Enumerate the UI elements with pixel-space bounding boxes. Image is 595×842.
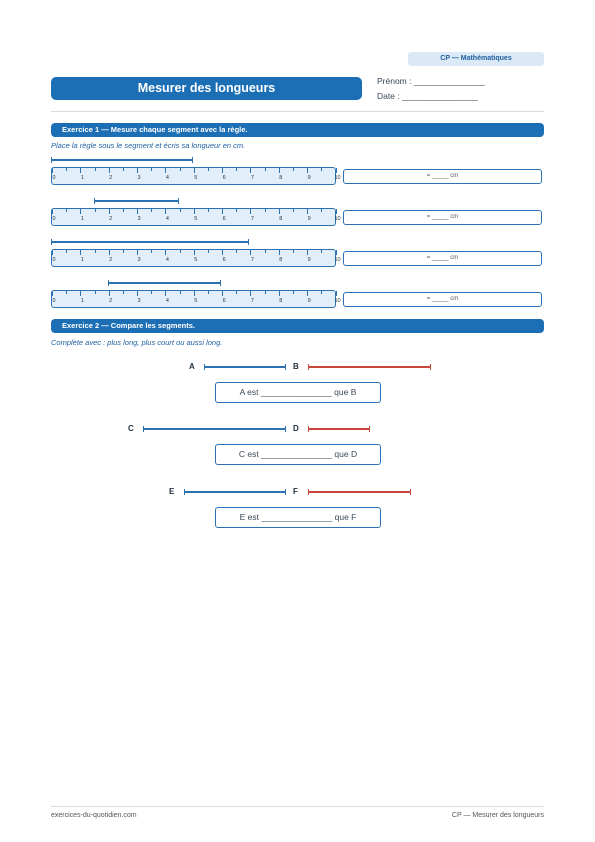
- ruler-tick: [222, 209, 223, 214]
- ruler-tick: [52, 168, 53, 173]
- label-b: B: [293, 362, 299, 371]
- ruler-tick: [95, 291, 96, 294]
- ruler-number: 10: [334, 175, 341, 181]
- answer-blank[interactable]: _______________: [261, 512, 333, 522]
- ruler-tick: [236, 250, 237, 253]
- ruler-tick: [208, 168, 209, 171]
- header-divider: [51, 111, 544, 112]
- ruler-tick: [208, 250, 209, 253]
- ruler-tick: [208, 209, 209, 212]
- ruler-number: 10: [334, 298, 341, 304]
- ruler-number: 8: [279, 257, 283, 263]
- sentence-end: que F: [334, 512, 357, 522]
- ruler-number: 2: [109, 175, 113, 181]
- ruler-tick: [250, 291, 251, 296]
- ruler-tick: [321, 209, 322, 212]
- ruler-tick: [321, 250, 322, 253]
- ruler-tick: [151, 291, 152, 294]
- ruler-tick: [279, 209, 280, 214]
- ruler-number: 7: [250, 175, 254, 181]
- ruler-tick: [123, 168, 124, 171]
- ruler-number: 4: [165, 175, 169, 181]
- exercise-2-title: Exercice 2 — Compare les segments.: [62, 321, 195, 330]
- segment-e: [184, 491, 286, 493]
- answer-box-3[interactable]: = _____ cm: [343, 251, 542, 266]
- ruler-tick: [265, 250, 266, 253]
- ruler-tick: [109, 250, 110, 255]
- ruler-tick: [293, 291, 294, 294]
- ruler-tick: [80, 168, 81, 173]
- ruler-1: [51, 167, 341, 185]
- ruler-tick: [250, 209, 251, 214]
- footer-title: CP — Mesurer des longueurs: [451, 812, 544, 819]
- compare-box-cd[interactable]: [215, 444, 381, 465]
- ruler-number: 1: [80, 216, 84, 222]
- ruler-number: 4: [165, 257, 169, 263]
- ruler-number: 1: [80, 257, 84, 263]
- page-title: Mesurer des longueurs: [51, 77, 362, 100]
- segment-4: [108, 282, 221, 284]
- answer-box-4[interactable]: = _____ cm: [343, 292, 542, 307]
- exercise-1-instruction: Place la règle sous le segment et écris sa longueur en cm.: [51, 141, 246, 150]
- label-a: A: [189, 362, 195, 371]
- segment-1: [51, 159, 193, 161]
- ruler-number: 7: [250, 216, 254, 222]
- ruler-tick: [180, 209, 181, 212]
- ruler-number: 7: [250, 257, 254, 263]
- sentence-start: E est: [239, 512, 259, 522]
- ruler-number: 9: [307, 298, 311, 304]
- subject-badge: CP — Mathématiques: [408, 52, 544, 66]
- ruler-number: 5: [194, 175, 198, 181]
- ruler-tick: [95, 209, 96, 212]
- ruler-tick: [52, 209, 53, 214]
- ruler-tick: [194, 250, 195, 255]
- ruler-tick: [180, 250, 181, 253]
- ruler-number: 8: [279, 175, 283, 181]
- ruler-tick: [265, 209, 266, 212]
- ruler-tick: [151, 209, 152, 212]
- date-field: Date : ________________: [377, 91, 478, 101]
- ruler-tick: [194, 168, 195, 173]
- segment-d: [308, 428, 370, 430]
- ruler-number: 7: [250, 298, 254, 304]
- ruler-number: 3: [137, 175, 141, 181]
- ruler-number: 3: [137, 257, 141, 263]
- ruler-tick: [95, 250, 96, 253]
- sentence-start: C est: [238, 449, 259, 459]
- ruler-tick: [307, 250, 308, 255]
- exercise-2-instruction: Complète avec : plus long, plus court ou aussi long.: [51, 338, 223, 347]
- ruler-tick: [66, 250, 67, 253]
- ruler-number: 5: [194, 216, 198, 222]
- ruler-tick: [279, 168, 280, 173]
- ruler-tick: [52, 291, 53, 296]
- ruler-tick: [123, 250, 124, 253]
- ruler-tick: [180, 291, 181, 294]
- ruler-number: 5: [194, 298, 198, 304]
- sentence-end: que B: [334, 387, 357, 397]
- ruler-tick: [137, 250, 138, 255]
- compare-box-ab[interactable]: [215, 382, 381, 403]
- ruler-number: 0: [52, 257, 56, 263]
- ruler-number: 9: [307, 175, 311, 181]
- label-f: F: [293, 487, 298, 496]
- ruler-tick: [250, 250, 251, 255]
- ruler-number: 6: [222, 216, 226, 222]
- ruler-tick: [265, 291, 266, 294]
- ruler-tick: [194, 209, 195, 214]
- ruler-tick: [307, 291, 308, 296]
- footer-divider: [51, 806, 544, 807]
- ruler-tick: [137, 209, 138, 214]
- ruler-tick: [109, 168, 110, 173]
- answer-blank[interactable]: _______________: [261, 449, 333, 459]
- ruler-tick: [279, 291, 280, 296]
- label-c: C: [128, 424, 134, 433]
- segment-a: [204, 366, 286, 368]
- ruler-tick: [321, 291, 322, 294]
- ruler-number: 2: [109, 257, 113, 263]
- exercise-2-bar: [51, 319, 544, 333]
- ruler-number: 0: [52, 298, 56, 304]
- ruler-tick: [52, 250, 53, 255]
- ruler-tick: [137, 168, 138, 173]
- ruler-tick: [222, 250, 223, 255]
- ruler-tick: [123, 209, 124, 212]
- ruler-number: 8: [279, 298, 283, 304]
- ruler-number: 9: [307, 216, 311, 222]
- ruler-number: 4: [165, 216, 169, 222]
- ruler-tick: [236, 168, 237, 171]
- ruler-tick: [336, 250, 337, 255]
- ruler-tick: [293, 250, 294, 253]
- ruler-tick: [180, 168, 181, 171]
- ruler-number: 2: [109, 216, 113, 222]
- ruler-tick: [336, 291, 337, 296]
- ruler-2: [51, 208, 341, 226]
- segment-b: [308, 366, 431, 368]
- footer-site: exercices-du-quotidien.com: [51, 812, 137, 819]
- answer-box-1[interactable]: = _____ cm: [343, 169, 542, 184]
- segment-f: [308, 491, 411, 493]
- ruler-number: 6: [222, 175, 226, 181]
- ruler-tick: [109, 291, 110, 296]
- ruler-number: 6: [222, 298, 226, 304]
- ruler-number: 1: [80, 298, 84, 304]
- ruler-tick: [265, 168, 266, 171]
- ruler-tick: [123, 291, 124, 294]
- ruler-tick: [109, 209, 110, 214]
- ruler-tick: [66, 291, 67, 294]
- ruler-number: 3: [137, 216, 141, 222]
- ruler-tick: [236, 291, 237, 294]
- ruler-number: 0: [52, 216, 56, 222]
- sentence-start: A est: [239, 387, 259, 397]
- compare-box-ef[interactable]: [215, 507, 381, 528]
- ruler-tick: [66, 168, 67, 171]
- ruler-number: 3: [137, 298, 141, 304]
- ruler-tick: [95, 168, 96, 171]
- ruler-number: 4: [165, 298, 169, 304]
- ruler-number: 2: [109, 298, 113, 304]
- sentence-end: que D: [334, 449, 358, 459]
- ruler-tick: [279, 250, 280, 255]
- name-field: Prénom : _______________: [377, 76, 485, 86]
- ruler-tick: [80, 291, 81, 296]
- ruler-tick: [151, 250, 152, 253]
- ruler-tick: [336, 209, 337, 214]
- ruler-3: [51, 249, 341, 267]
- ruler-tick: [165, 291, 166, 296]
- ruler-number: 5: [194, 257, 198, 263]
- ruler-tick: [236, 209, 237, 212]
- ruler-number: 10: [334, 257, 341, 263]
- ruler-tick: [321, 168, 322, 171]
- ruler-tick: [293, 209, 294, 212]
- ruler-tick: [222, 291, 223, 296]
- segment-3: [51, 241, 249, 243]
- ruler-tick: [307, 168, 308, 173]
- ruler-number: 10: [334, 216, 341, 222]
- ruler-tick: [165, 250, 166, 255]
- exercise-1-title: Exercice 1 — Mesure chaque segment avec la règle.: [62, 125, 248, 134]
- answer-box-2[interactable]: = _____ cm: [343, 210, 542, 225]
- ruler-number: 0: [52, 175, 56, 181]
- ruler-tick: [151, 168, 152, 171]
- ruler-tick: [137, 291, 138, 296]
- ruler-number: 8: [279, 216, 283, 222]
- ruler-tick: [165, 209, 166, 214]
- ruler-4: [51, 290, 341, 308]
- ruler-number: 6: [222, 257, 226, 263]
- ruler-tick: [66, 209, 67, 212]
- segment-2: [94, 200, 179, 202]
- ruler-tick: [194, 291, 195, 296]
- label-e: E: [169, 487, 175, 496]
- ruler-tick: [307, 209, 308, 214]
- ruler-tick: [80, 250, 81, 255]
- ruler-tick: [250, 168, 251, 173]
- label-d: D: [293, 424, 299, 433]
- ruler-tick: [80, 209, 81, 214]
- answer-blank[interactable]: _______________: [260, 387, 332, 397]
- ruler-tick: [336, 168, 337, 173]
- exercise-1-bar: [51, 123, 544, 137]
- ruler-tick: [222, 168, 223, 173]
- ruler-tick: [208, 291, 209, 294]
- ruler-tick: [293, 168, 294, 171]
- ruler-number: 9: [307, 257, 311, 263]
- ruler-tick: [165, 168, 166, 173]
- ruler-number: 1: [80, 175, 84, 181]
- segment-c: [143, 428, 286, 430]
